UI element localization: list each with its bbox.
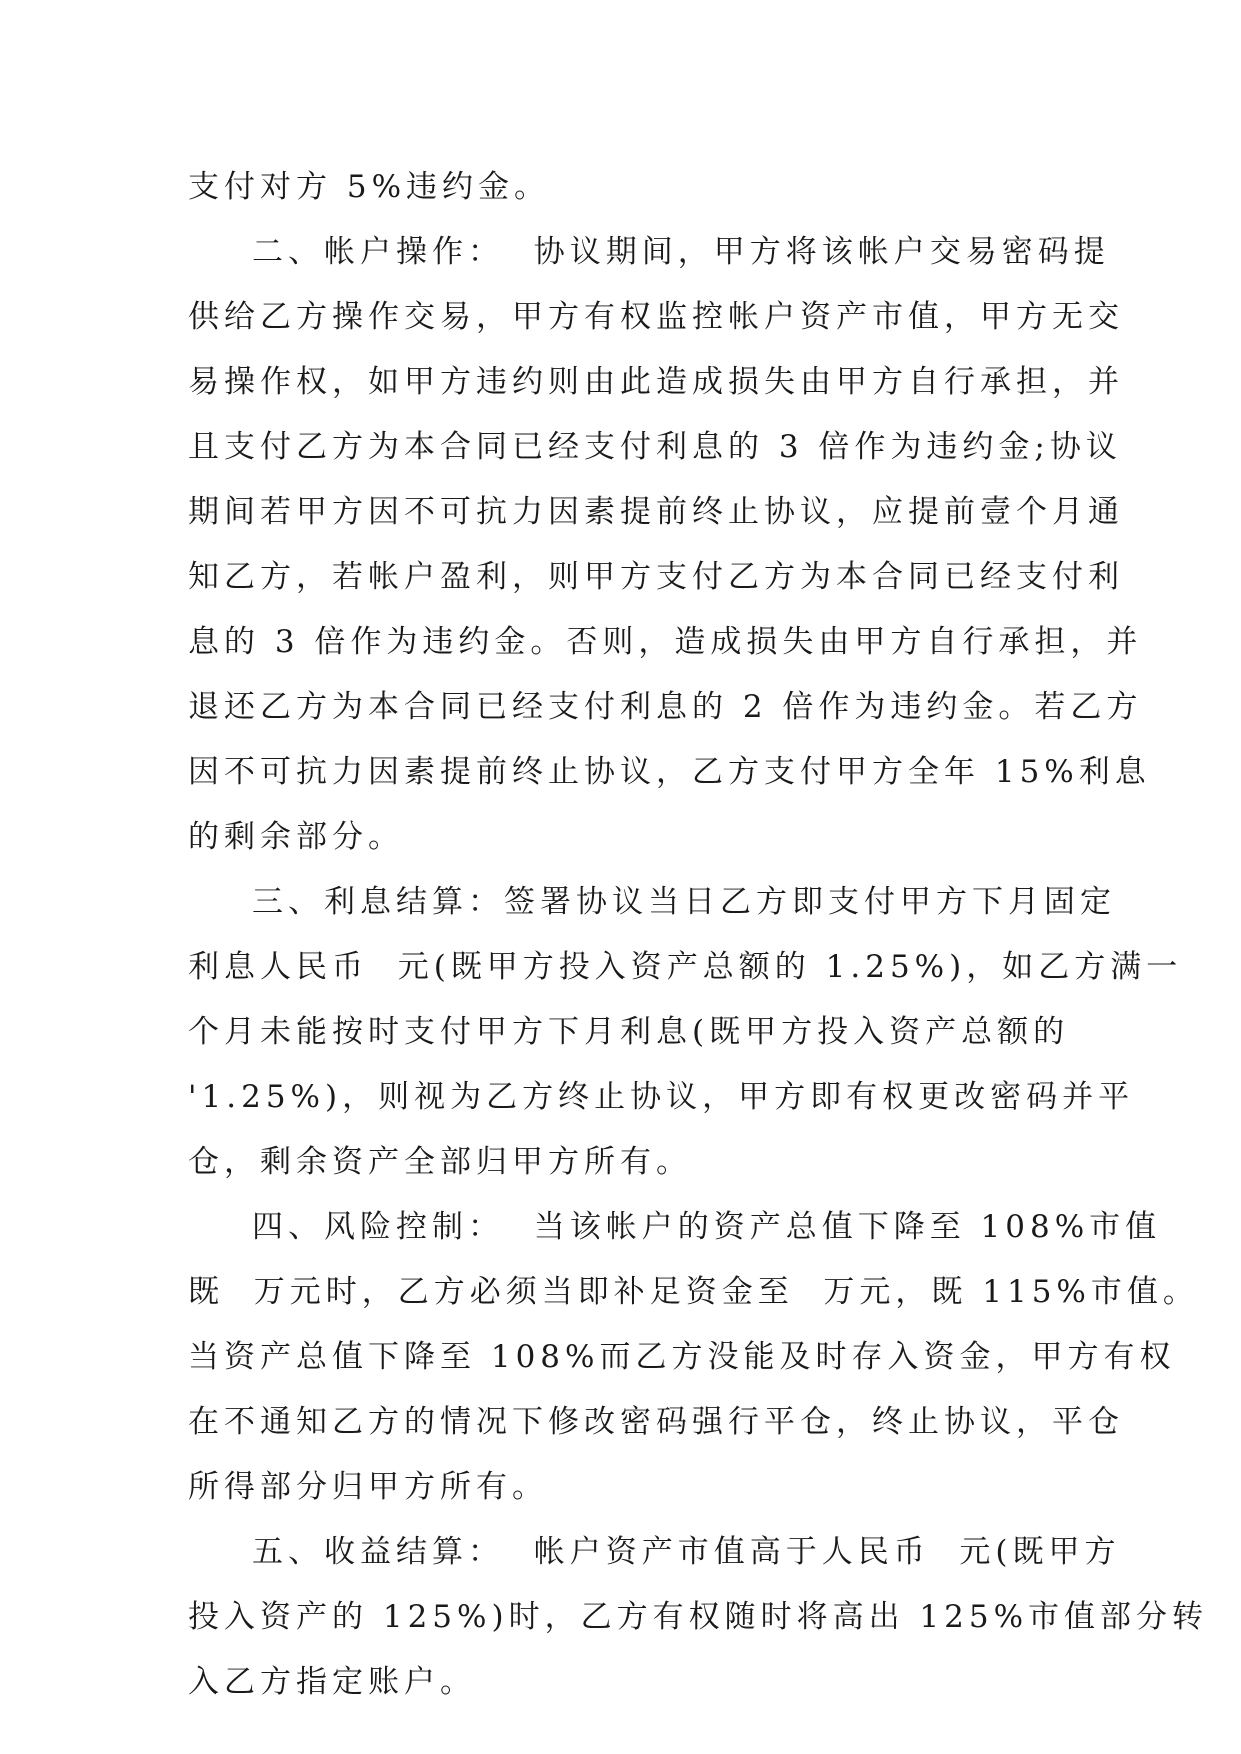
text-line: 易操作权，如甲方违约则由此造成损失由甲方自行承担，并 bbox=[188, 364, 1124, 400]
section-heading-profit-settlement: 五、收益结算： 帐户资产市值高于人民币 元(既甲方 bbox=[252, 1534, 1121, 1570]
text-line: '1.25%)，则视为乙方终止协议，甲方即有权更改密码并平 bbox=[188, 1079, 1135, 1115]
section-heading-interest-settlement: 三、利息结算：签署协议当日乙方即支付甲方下月固定 bbox=[252, 884, 1116, 920]
text-line: 且支付乙方为本合同已经支付利息的 3 倍作为违约金;协议 bbox=[188, 429, 1122, 465]
section-heading-account-operation: 二、帐户操作： 协议期间，甲方将该帐户交易密码提 bbox=[252, 234, 1110, 270]
text-line: 当资产总值下降至 108%而乙方没能及时存入资金，甲方有权 bbox=[188, 1339, 1176, 1375]
text-line: 知乙方，若帐户盈利，则甲方支付乙方为本合同已经支付利 bbox=[188, 559, 1124, 595]
document-body bbox=[188, 155, 1209, 1715]
text-line: 仓，剩余资产全部归甲方所有。 bbox=[188, 1144, 692, 1180]
text-line: 息的 3 倍作为违约金。否则，造成损失由甲方自行承担，并 bbox=[188, 624, 1143, 660]
text-line: 入乙方指定账户。 bbox=[188, 1664, 476, 1700]
text-line: 因不可抗力因素提前终止协议，乙方支付甲方全年 15%利息 bbox=[188, 754, 1151, 790]
text-line: 支付对方 5%违约金。 bbox=[188, 169, 551, 205]
text-line: 既 万元时，乙方必须当即补足资金至 万元，既 115%市值。 bbox=[188, 1274, 1199, 1310]
text-line: 投入资产的 125%)时，乙方有权随时将高出 125%市值部分转 bbox=[188, 1599, 1209, 1635]
text-line: 期间若甲方因不可抗力因素提前终止协议，应提前壹个月通 bbox=[188, 494, 1124, 530]
text-line: 所得部分归甲方所有。 bbox=[188, 1469, 548, 1505]
text-line: 在不通知乙方的情况下修改密码强行平仓，终止协议，平仓 bbox=[188, 1404, 1124, 1440]
text-line: 的剩余部分。 bbox=[188, 819, 404, 855]
section-heading-risk-control: 四、风险控制： 当该帐户的资产总值下降至 108%市值 bbox=[252, 1209, 1162, 1245]
text-line: 供给乙方操作交易，甲方有权监控帐户资产市值，甲方无交 bbox=[188, 299, 1124, 335]
text-line: 个月未能按时支付甲方下月利息(既甲方投入资产总额的 bbox=[188, 1014, 1070, 1050]
text-line: 退还乙方为本合同已经支付利息的 2 倍作为违约金。若乙方 bbox=[188, 689, 1143, 725]
text-line: 利息人民币 元(既甲方投入资产总额的 1.25%)，如乙方满一 bbox=[188, 949, 1183, 985]
